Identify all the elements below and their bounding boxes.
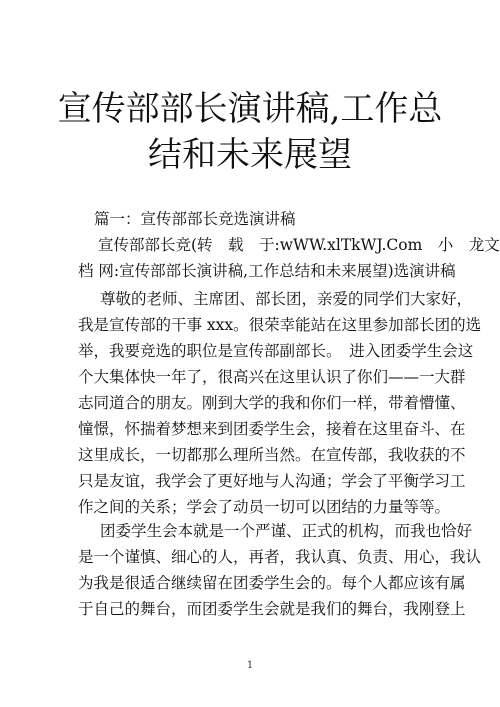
paragraph-line: 作之间的关系；学会了动员一切可以团结的力量等等。	[78, 498, 451, 516]
paragraph-line: 只是友谊，我学会了更好地与人沟通；学会了平衡学习工	[78, 472, 466, 490]
paragraph-line: 这里成长，一切都那么理所当然。在宣传部，我收获的不	[78, 446, 466, 464]
paragraph-line: 于自己的舞台，而团委学生会就是我们的舞台，我刚登上	[78, 600, 466, 618]
title-line-1: 宣传部部长演讲稿,工作总	[57, 89, 443, 129]
student-union-paragraph	[78, 518, 482, 622]
paragraph-line: 志同道合的朋友。刚到大学的我和你们一样，带着懵懂、	[78, 394, 466, 412]
document-title	[40, 86, 460, 178]
paragraph-line: 举，我要竞选的职位是宣传部副部长。 进入团委学生会这	[78, 342, 474, 360]
paragraph-line: 是一个谨慎、细心的人，再者，我认真、负责、用心，我认	[78, 548, 482, 566]
greeting-paragraph	[78, 286, 482, 520]
paragraph-line: 我是宣传部的干事 xxx。很荣幸能站在这里参加部长团的选	[78, 316, 482, 334]
source-paragraph	[78, 232, 500, 284]
section-heading: 篇一：宣传部部长竞选演讲稿	[94, 210, 296, 228]
source-line-2: 档 网:宣传部部长演讲稿,工作总结和未来展望)选演讲稿	[78, 262, 456, 280]
paragraph-line: 尊敬的老师、主席团、部长团，亲爱的同学们大家好，	[100, 290, 473, 308]
paragraph-line: 为我是很适合继续留在团委学生会的。每个人都应该有属	[78, 574, 466, 592]
paragraph-line: 个大集体快一年了，很高兴在这里认识了你们——一大群	[78, 368, 466, 386]
page-number: 1	[246, 660, 254, 671]
source-line-1: 宣传部部长竞(转 载 于:wWW.xlTkWJ.Com 小 龙文	[98, 236, 500, 254]
paragraph-line: 憧憬，怀揣着梦想来到团委学生会，接着在这里奋斗、在	[78, 420, 466, 438]
title-line-2: 结和未来展望	[148, 135, 352, 175]
paragraph-line: 团委学生会本就是一个严谨、正式的机构，而我也恰好	[100, 522, 473, 540]
